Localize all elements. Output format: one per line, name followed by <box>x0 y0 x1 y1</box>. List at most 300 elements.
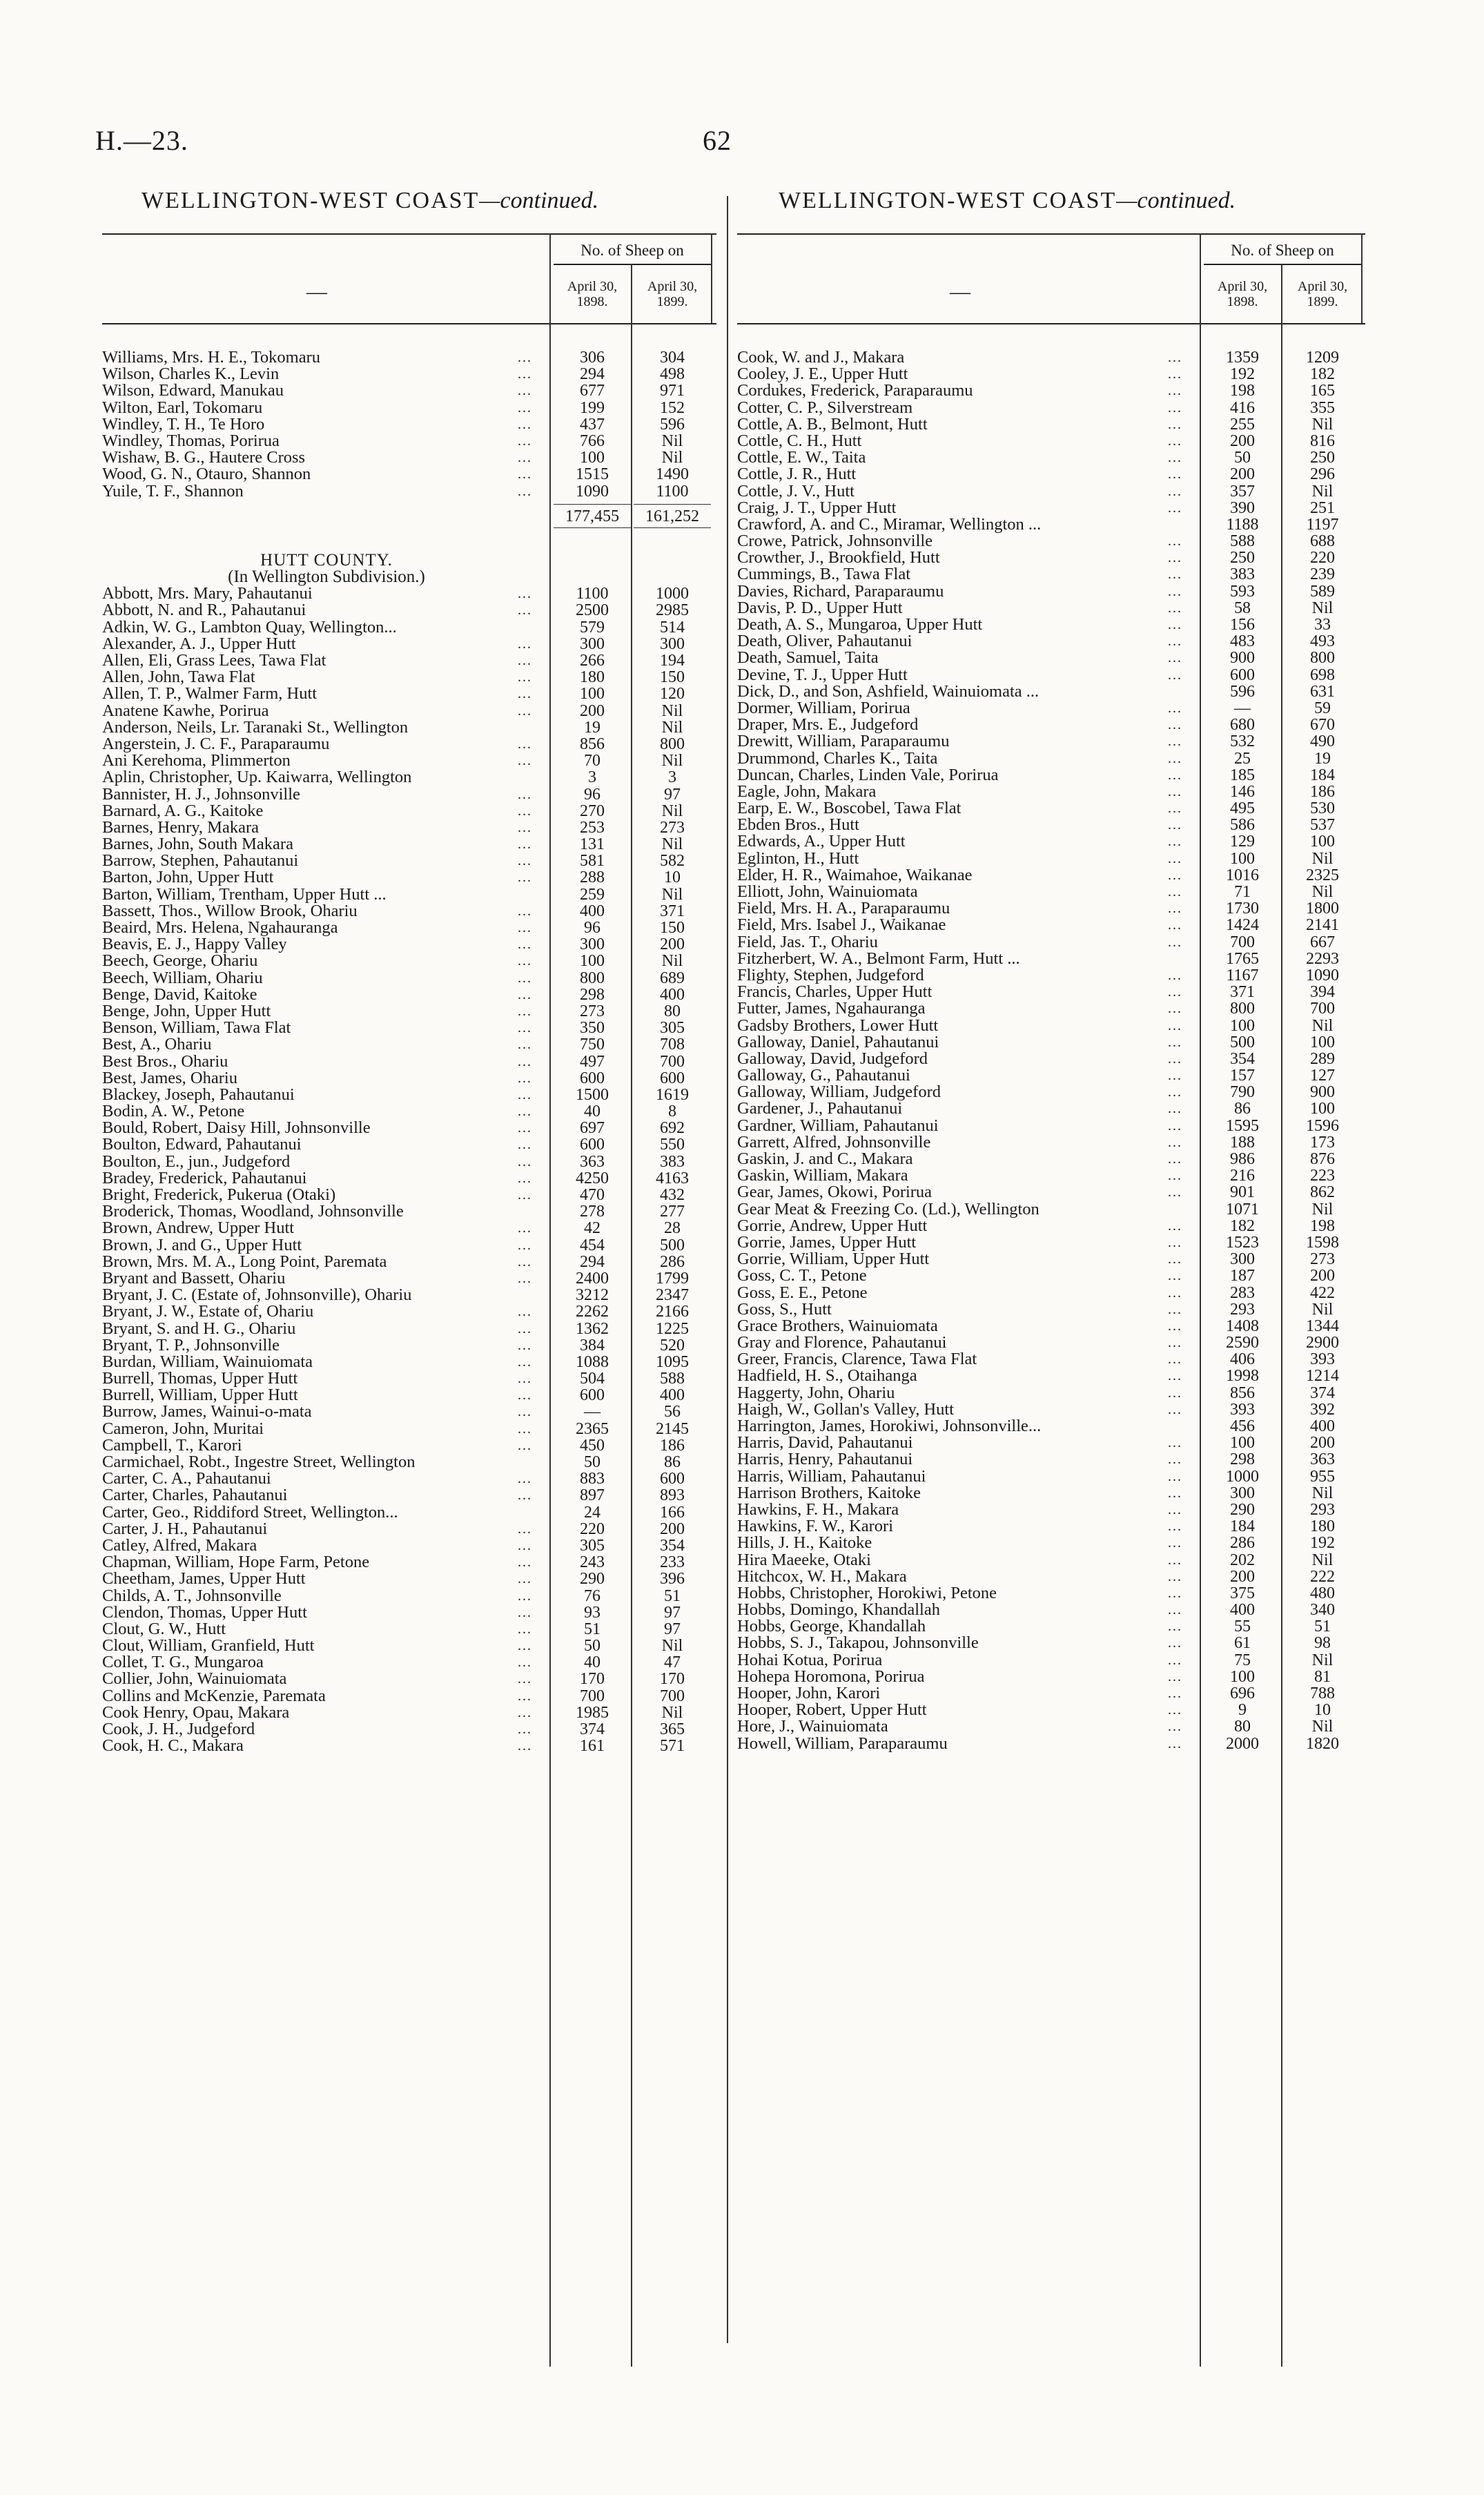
sheep-1899: 186 <box>1310 782 1335 801</box>
leader-dots: ... <box>518 1555 532 1571</box>
entry-name: Gadsby Brothers, Lower Hutt <box>737 1017 939 1034</box>
entry-name: Earp, E. W., Boscobel, Tawa Flat <box>737 800 961 817</box>
entry-name: Boulton, E., jun., Judgeford <box>102 1153 291 1170</box>
leader-dots: ... <box>1168 450 1182 466</box>
entry-name: Crawford, A. and C., Miramar, Wellington ... <box>737 516 1042 534</box>
entry-name: Collins and McKenzie, Paremata <box>102 1687 326 1705</box>
table-row <box>737 1635 1365 1651</box>
table-row <box>737 1000 1365 1017</box>
entry-name: Death, A. S., Mungaroa, Upper Hutt <box>737 617 983 634</box>
sheep-1899: 596 <box>660 415 685 434</box>
sheep-1899: 862 <box>1310 1183 1335 1202</box>
sheep-1898: 96 <box>584 785 601 804</box>
table-row <box>737 1118 1365 1134</box>
entry-name: Cummings, B., Tawa Flat <box>737 566 911 583</box>
leader-dots: ... <box>1168 750 1182 766</box>
table-row <box>102 636 716 652</box>
sheep-1898: 294 <box>580 1252 605 1271</box>
sheep-1899: 2347 <box>656 1286 689 1305</box>
sheep-1899: 220 <box>1310 549 1335 567</box>
sheep-1898: 3 <box>588 768 596 787</box>
sheep-1899: Nil <box>661 701 683 720</box>
sheep-1898: 750 <box>580 1036 605 1054</box>
leader-dots: ... <box>1168 667 1182 683</box>
sheep-1899: 10 <box>664 868 681 887</box>
sheep-1898: 600 <box>580 1136 605 1154</box>
leader-dots: ... <box>1168 1686 1182 1701</box>
sheep-1899: 222 <box>1310 1567 1335 1586</box>
entry-name: Carter, Geo., Riddiford Street, Wellington... <box>102 1504 398 1521</box>
table-row <box>102 819 716 836</box>
sheep-1899: 1619 <box>656 1085 689 1104</box>
table-row <box>102 1070 716 1087</box>
entry-name: Anderson, Neils, Lr. Taranaki St., Wellington <box>102 719 409 736</box>
sheep-1898: 266 <box>580 652 605 670</box>
sheep-1898: 374 <box>580 1720 605 1738</box>
sheep-1898: 586 <box>1230 816 1255 835</box>
sheep-1898: 216 <box>1230 1167 1255 1185</box>
sheep-1898: 157 <box>1230 1067 1255 1085</box>
entry-name: Gaskin, William, Makara <box>737 1167 908 1185</box>
sheep-1899: 198 <box>1310 1216 1335 1235</box>
sheep-1899: Nil <box>1311 883 1334 901</box>
leader-dots: ... <box>518 367 532 382</box>
sheep-1899: 498 <box>660 365 685 384</box>
table-row <box>102 703 716 719</box>
leader-dots: ... <box>518 803 532 819</box>
leader-dots: ... <box>518 920 532 935</box>
sheep-1898: 220 <box>580 1520 605 1538</box>
table-row <box>737 767 1365 784</box>
leader-dots: ... <box>1168 1234 1182 1250</box>
sheep-1899: 97 <box>664 1620 681 1638</box>
entry-name: Drummond, Charles K., Taita <box>737 750 938 767</box>
sheep-1899: Nil <box>661 802 683 820</box>
table-row <box>737 984 1365 1000</box>
sheep-1899: 1000 <box>656 585 689 603</box>
entry-name: Wilson, Edward, Manukau <box>102 382 284 400</box>
total-rule <box>634 527 711 529</box>
sheep-1898: 184 <box>1230 1517 1255 1536</box>
leader-dots: ... <box>518 1671 532 1687</box>
leader-dots: ... <box>518 1187 532 1203</box>
header-inner-rule <box>554 264 711 265</box>
sheep-1898: 1515 <box>576 465 609 484</box>
entry-name: Hawkins, F. W., Karori <box>737 1518 894 1535</box>
table-row <box>737 550 1365 566</box>
sheep-1899: 273 <box>660 818 685 837</box>
leader-dots: ... <box>518 433 532 449</box>
leader-dots: ... <box>1168 583 1182 599</box>
table-row <box>102 1103 716 1120</box>
sheep-1899: 97 <box>664 1603 681 1622</box>
entry-name: Field, Jas. T., Ohariu <box>737 933 878 951</box>
sheep-1898: 1765 <box>1226 949 1259 968</box>
table-row <box>102 433 716 449</box>
sheep-1899: 816 <box>1310 431 1335 450</box>
entry-name: Hira Maeeke, Otaki <box>737 1551 871 1569</box>
table-row <box>102 1387 716 1404</box>
entry-name: Crowther, J., Brookfield, Hutt <box>737 550 940 567</box>
sheep-1899: 550 <box>660 1136 685 1154</box>
sheep-1899: 876 <box>1310 1150 1335 1168</box>
leader-dots: ... <box>1168 700 1182 716</box>
sheep-1898: 146 <box>1230 782 1255 801</box>
entry-name: Carter, J. H., Pahautanui <box>102 1520 268 1537</box>
sheep-1899: 354 <box>660 1536 685 1555</box>
leader-dots: ... <box>1168 1051 1182 1067</box>
sheep-1899: 582 <box>660 852 685 871</box>
entry-name: Galloway, David, Judgeford <box>737 1050 928 1068</box>
entry-name: Hohai Kotua, Porirua <box>737 1651 883 1669</box>
total-rule <box>554 504 631 505</box>
entry-name: Hills, J. H., Kaitoke <box>737 1535 872 1552</box>
table-row <box>737 1552 1365 1569</box>
leader-dots: ... <box>518 1437 532 1453</box>
sheep-1898: 278 <box>580 1203 605 1221</box>
leader-dots: ... <box>518 703 532 719</box>
entry-name: Allen, John, Tawa Flat <box>102 669 255 686</box>
sheep-1898: 298 <box>1230 1450 1255 1469</box>
sheep-1899: 400 <box>660 1386 685 1405</box>
sheep-1898: 1000 <box>1226 1467 1259 1486</box>
sheep-1899: 277 <box>660 1203 685 1221</box>
entry-name: Bannister, H. J., Johnsonville <box>102 786 300 803</box>
leader-dots: ... <box>518 970 532 986</box>
entry-name: Abbott, N. and R., Pahautanui <box>102 602 306 619</box>
leader-dots: ... <box>518 416 532 432</box>
sheep-1899: 8 <box>668 1103 676 1121</box>
page-number: 62 <box>703 125 732 156</box>
leader-dots: ... <box>1168 918 1182 933</box>
leader-dots: ... <box>1168 1085 1182 1100</box>
leader-dots: ... <box>1168 1719 1182 1735</box>
sheep-1899: 689 <box>660 969 685 987</box>
sheep-1899: 500 <box>660 1236 685 1254</box>
sheep-1898: 800 <box>1230 1000 1255 1018</box>
entry-name: Cook, H. C., Makara <box>102 1738 244 1755</box>
entry-name: Hohepa Horomona, Porirua <box>737 1668 925 1686</box>
entry-name: Carter, C. A., Pahautanui <box>102 1470 271 1488</box>
leader-dots: ... <box>518 786 532 802</box>
table-row <box>102 920 716 936</box>
sheep-1899: 81 <box>1314 1667 1331 1686</box>
leader-dots: ... <box>1168 1452 1182 1468</box>
table-row <box>102 1136 716 1153</box>
sheep-1899: 1820 <box>1306 1734 1339 1753</box>
table-row <box>737 1167 1365 1184</box>
sheep-1899: 150 <box>660 668 685 687</box>
entry-name: Cottle, A. B., Belmont, Hutt <box>737 416 928 433</box>
sheep-1898: 131 <box>580 835 605 854</box>
entry-name: Chapman, William, Hope Farm, Petone <box>102 1554 370 1571</box>
sheep-1898: 100 <box>580 952 605 971</box>
table-row <box>102 836 716 853</box>
entry-name: Angerstein, J. C. F., Paraparaumu <box>102 735 330 753</box>
entry-name: Wilson, Charles K., Levin <box>102 366 280 383</box>
sheep-1898: 354 <box>1230 1049 1255 1068</box>
sheep-1899: 1214 <box>1306 1367 1339 1386</box>
table-row <box>737 683 1365 700</box>
leader-dots: ... <box>1168 1252 1182 1268</box>
entry-name: Crowe, Patrick, Johnsonville <box>737 533 933 550</box>
sheep-1898: 50 <box>584 1637 601 1656</box>
entry-name: Barnes, Henry, Makara <box>102 819 259 837</box>
sheep-1898: 697 <box>580 1119 605 1138</box>
entry-name: Allen, T. P., Walmer Farm, Hutt <box>102 686 318 703</box>
leader-dots: ... <box>1168 1569 1182 1584</box>
sheep-1898: 96 <box>584 919 601 937</box>
table-row <box>737 366 1365 382</box>
table-row <box>737 717 1365 733</box>
sheep-1899: 900 <box>1310 1083 1335 1102</box>
sheep-1898: 293 <box>1230 1300 1255 1319</box>
table-row <box>737 1285 1365 1301</box>
leader-dots: ... <box>518 400 532 416</box>
table-row <box>737 650 1365 666</box>
sheep-1898: 50 <box>1234 449 1251 467</box>
leader-dots: ... <box>518 1137 532 1153</box>
leader-dots: ... <box>1168 367 1182 382</box>
table-row <box>102 1254 716 1270</box>
sheep-1899: 28 <box>664 1219 681 1238</box>
sheep-1898: 300 <box>580 935 605 954</box>
county-subheading: (In Wellington Subdivision.) <box>228 567 425 587</box>
table-row <box>102 1154 716 1170</box>
leader-dots: ... <box>518 736 532 752</box>
leader-dots: ... <box>1168 734 1182 750</box>
leader-dots: ... <box>1168 416 1182 432</box>
sheep-1898: 3212 <box>576 1286 609 1305</box>
year-1899-header: April 30, 1899. <box>1297 279 1348 309</box>
sheep-1899: 194 <box>660 652 685 670</box>
table-row <box>102 585 716 602</box>
total-1899: 161,252 <box>645 507 699 525</box>
leader-dots: ... <box>1168 851 1182 866</box>
table-row <box>102 1671 716 1687</box>
entry-name: Cheetham, James, Upper Hutt <box>102 1571 306 1588</box>
table-row <box>102 1521 716 1537</box>
table-row <box>737 951 1365 967</box>
table-row <box>737 1201 1365 1218</box>
sheep-1899: 223 <box>1310 1167 1335 1185</box>
leader-dots: ... <box>1168 433 1182 449</box>
sheep-1898: 1998 <box>1226 1367 1259 1386</box>
sheep-1898: 100 <box>580 449 605 467</box>
sheep-1899: 170 <box>660 1670 685 1689</box>
total-1898: 177,455 <box>565 507 619 525</box>
entry-name: Hobbs, S. J., Takapou, Johnsonville <box>737 1635 979 1652</box>
entry-name: Elder, H. R., Waimahoe, Waikanae <box>737 866 973 884</box>
entry-name: Benge, David, Kaitoke <box>102 986 257 1003</box>
table-row <box>737 466 1365 483</box>
leader-dots: ... <box>1168 1585 1182 1601</box>
sheep-1899: 1197 <box>1306 515 1339 534</box>
sheep-1899: 355 <box>1310 398 1335 417</box>
year-1899-header: April 30, 1899. <box>647 279 698 309</box>
leader-dots: ... <box>1168 1185 1182 1201</box>
entry-name: Windley, T. H., Te Horo <box>102 416 265 433</box>
table-row <box>102 886 716 903</box>
leader-dots: ... <box>518 1571 532 1587</box>
sheep-1898: 357 <box>1230 482 1255 501</box>
sheep-1898: 1167 <box>1226 966 1259 984</box>
sheep-1898: 588 <box>1230 532 1255 551</box>
table-row <box>737 617 1365 633</box>
table-row <box>102 1287 716 1303</box>
sheep-1899: 1225 <box>656 1319 689 1338</box>
sheep-1898: 497 <box>580 1052 605 1071</box>
sheep-1898: 182 <box>1230 1216 1255 1235</box>
table-row <box>102 449 716 466</box>
sheep-1899: 600 <box>660 1470 685 1488</box>
entry-name: Eagle, John, Makara <box>737 783 877 801</box>
leader-dots: ... <box>1168 534 1182 550</box>
leader-dots: ... <box>1168 1034 1182 1050</box>
entry-name: Hobbs, Domingo, Khandallah <box>737 1602 940 1619</box>
sheep-1898: 300 <box>580 634 605 653</box>
sheep-1898: 243 <box>580 1553 605 1572</box>
sheep-1898: 71 <box>1234 883 1251 901</box>
sheep-1898: 250 <box>1230 549 1255 567</box>
sheep-1899: 97 <box>664 785 681 804</box>
sheep-1899: 200 <box>1310 1434 1335 1453</box>
sheep-1898: 363 <box>580 1152 605 1171</box>
leader-dots: ... <box>518 1020 532 1036</box>
sheep-1898: 371 <box>1230 983 1255 1002</box>
entry-name: Anatene Kawhe, Porirua <box>102 702 269 719</box>
sheep-1898: 1362 <box>576 1319 609 1338</box>
sheep-1899: Nil <box>661 885 683 904</box>
sheep-1899: 480 <box>1310 1584 1335 1602</box>
leader-dots: ... <box>1168 901 1182 917</box>
leader-dots: ... <box>1168 1168 1182 1184</box>
table-row <box>102 483 716 500</box>
sheep-1898: 70 <box>584 752 601 770</box>
table-row <box>737 1067 1365 1084</box>
entry-name: Goss, S., Hutt <box>737 1301 832 1318</box>
table-row <box>102 1437 716 1454</box>
entry-name: Death, Samuel, Taita <box>737 650 879 667</box>
sheep-1899: 4163 <box>656 1169 689 1187</box>
table-row <box>737 817 1365 833</box>
table-row <box>102 1638 716 1654</box>
entry-name: Barnard, A. G., Kaitoke <box>102 802 264 819</box>
sheep-1898: 42 <box>584 1219 601 1238</box>
table-row <box>102 970 716 987</box>
entry-name: Harrington, James, Horokiwi, Johnsonville... <box>737 1418 1042 1435</box>
entry-name: Wishaw, B. G., Hautere Cross <box>102 449 306 467</box>
sheep-1899: Nil <box>661 752 683 770</box>
entry-name: Abbott, Mrs. Mary, Pahautanui <box>102 585 313 603</box>
sheep-1898: 600 <box>580 1386 605 1405</box>
entry-name: Cotter, C. P., Silverstream <box>737 399 913 416</box>
leader-dots: ... <box>518 1154 532 1169</box>
entry-name: Boulton, Edward, Pahautanui <box>102 1136 302 1154</box>
table-row <box>737 1468 1365 1485</box>
leader-dots: ... <box>518 1120 532 1136</box>
entry-name: Gear Meat & Freezing Co. (Ld.), Wellington <box>737 1201 1039 1218</box>
leader-dots: ... <box>518 603 532 619</box>
entry-name: Goss, E. E., Petone <box>737 1284 868 1301</box>
sheep-1899: 2900 <box>1306 1334 1339 1352</box>
table-row <box>737 1618 1365 1635</box>
sheep-1898: 129 <box>1230 833 1255 851</box>
table-row <box>102 753 716 769</box>
sheep-1899: Nil <box>1311 415 1334 434</box>
sheep-1899: 340 <box>1310 1601 1335 1620</box>
sheep-1898: 1100 <box>576 585 609 603</box>
entry-name: Field, Mrs. H. A., Paraparaumu <box>737 900 950 918</box>
entry-name: Burrell, Thomas, Upper Hutt <box>102 1370 298 1388</box>
sheep-1899: Nil <box>1311 1016 1334 1035</box>
sheep-1898: 100 <box>1230 1667 1255 1686</box>
leader-dots: ... <box>1168 717 1182 733</box>
sheep-1899: Nil <box>1311 849 1334 868</box>
table-row <box>102 736 716 753</box>
sheep-1899: 239 <box>1310 565 1335 584</box>
table-row <box>737 1034 1365 1051</box>
sheep-1898: 483 <box>1230 632 1255 651</box>
sheep-1899: 173 <box>1310 1133 1335 1152</box>
leader-dots: ... <box>1168 1485 1182 1501</box>
leader-dots: ... <box>518 1254 532 1270</box>
leader-dots: ... <box>1168 1652 1182 1668</box>
entry-name: Best, James, Ohariu <box>102 1069 237 1087</box>
sheep-1898: 273 <box>580 1002 605 1020</box>
table-row <box>737 733 1365 750</box>
sheep-1898: 680 <box>1230 716 1255 735</box>
leader-dots: ... <box>1168 1268 1182 1284</box>
entry-name: Francis, Charles, Upper Hutt <box>737 984 933 1001</box>
county-heading: HUTT COUNTY. <box>260 550 393 570</box>
table-row <box>737 1151 1365 1167</box>
table-row <box>102 1187 716 1203</box>
entry-name: Bryant, J. C. (Estate of, Johnsonville), Ohariu <box>102 1287 412 1304</box>
table-row <box>737 483 1365 500</box>
table-row <box>102 602 716 619</box>
entry-name: Harrison Brothers, Kaitoke <box>737 1484 921 1502</box>
entry-name: Barton, William, Trentham, Upper Hutt ... <box>102 886 387 903</box>
sheep-1898: 290 <box>1230 1500 1255 1519</box>
sheep-1899: 300 <box>660 634 685 653</box>
document-reference: H.—23. <box>95 125 188 156</box>
table-row <box>102 1237 716 1254</box>
sheep-1899: 893 <box>660 1486 685 1505</box>
sheep-1898: 2500 <box>576 601 609 620</box>
sheep-1899: 127 <box>1310 1067 1335 1085</box>
sheep-1899: 1598 <box>1306 1233 1339 1252</box>
totals-row <box>102 508 716 525</box>
entry-name: Bassett, Thos., Willow Brook, Ohariu <box>102 902 358 920</box>
leader-dots: ... <box>518 1688 532 1704</box>
sheep-1898: 24 <box>584 1503 601 1522</box>
sheep-1898: 19 <box>584 718 601 737</box>
table-row <box>737 884 1365 900</box>
sheep-1899: 293 <box>1310 1500 1335 1519</box>
entry-name: Yuile, T. F., Shannon <box>102 483 244 500</box>
entry-name: Beech, George, Ohariu <box>102 953 258 970</box>
sheep-1899: 56 <box>664 1403 681 1421</box>
table-row <box>737 1535 1365 1551</box>
sheep-1899: 514 <box>660 618 685 637</box>
entry-name: Cordukes, Frederick, Paraparaumu <box>737 382 973 400</box>
table-row <box>737 800 1365 817</box>
leader-dots: ... <box>518 1537 532 1553</box>
table-row <box>737 1334 1365 1351</box>
table-row <box>102 1688 716 1705</box>
sheep-1898: 350 <box>580 1019 605 1038</box>
